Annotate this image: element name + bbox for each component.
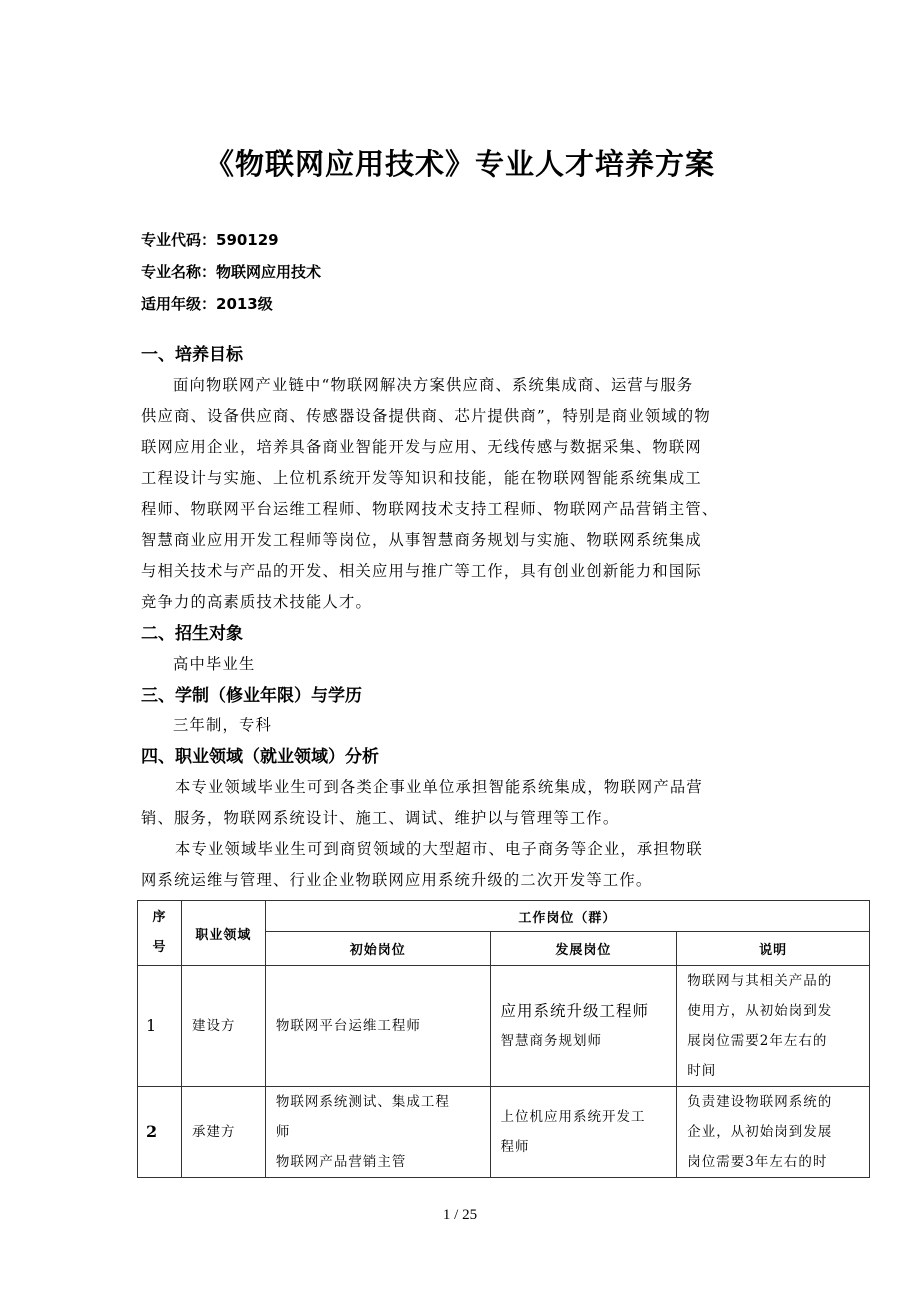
- paragraph-line: 销、服务，物联网系统设计、施工、调试、维护以与管理等工作。: [141, 809, 620, 827]
- development-main: 上位机应用系统开发工: [500, 1109, 646, 1125]
- initial-line: 物联网系统测试、集成工程: [275, 1094, 450, 1110]
- applicable-grade: 适用年级：2013级: [141, 295, 273, 313]
- paragraph-line: 程师、物联网平台运维工程师、物联网技术支持工程师、物联网产品营销主管、: [141, 500, 719, 518]
- document-title: 《物联网应用技术》专业人才培养方案: [204, 147, 715, 181]
- cell-initial: [265, 1087, 490, 1178]
- section-heading-career: 四、职业领域（就业领域）分析: [141, 747, 379, 767]
- header-initial-position: 初始岗位: [265, 932, 490, 966]
- paragraph-line: 高中毕业生: [173, 655, 256, 673]
- paragraph-line: 面向物联网产业链中“物联网解决方案供应商、系统集成商、运营与服务: [173, 376, 694, 394]
- note-line: 物联网与其相关产品的: [687, 973, 833, 989]
- header-development-position: 发展岗位: [490, 932, 677, 966]
- cell-seq: 2: [138, 1087, 182, 1178]
- cell-development: [490, 966, 677, 1087]
- development-sub: 程师: [500, 1139, 530, 1155]
- paragraph-line: 本专业领域毕业生可到商贸领域的大型超市、电子商务等企业，承担物联: [175, 840, 703, 858]
- header-note: 说明: [677, 932, 870, 966]
- note-line: 岗位需要3年左右的时: [687, 1154, 828, 1170]
- section-heading-enrollment: 二、招生对象: [141, 624, 243, 644]
- cell-note: [677, 966, 870, 1087]
- major-code: 专业代码：590129: [141, 231, 279, 249]
- table-row: [138, 1087, 870, 1178]
- paragraph-line: 与相关技术与产品的开发、相关应用与推广等工作，具有创业创新能力和国际: [141, 562, 702, 580]
- paragraph-line: 智慧商业应用开发工程师等岗位，从事智慧商务规划与实施、物联网系统集成: [141, 531, 702, 549]
- initial-line: 师: [275, 1124, 291, 1140]
- paragraph-line: 联网应用企业，培养具备商业智能开发与应用、无线传感与数据采集、物联网: [141, 438, 702, 456]
- initial-line: 物联网平台运维工程师: [275, 1018, 421, 1034]
- cell-initial: [265, 966, 490, 1087]
- paragraph-line: 工程设计与实施、上位机系统开发等知识和技能，能在物联网智能系统集成工: [141, 469, 702, 487]
- development-sub: 智慧商务规划师: [500, 1033, 603, 1049]
- paragraph-line: 网系统运维与管理、行业企业物联网应用系统升级的二次开发等工作。: [141, 871, 653, 889]
- note-line: 展岗位需要2年左右的: [687, 1033, 828, 1049]
- page-number: 1 / 25: [442, 1207, 478, 1223]
- note-line: 企业，从初始岗到发展: [687, 1124, 833, 1140]
- note-line: 时间: [687, 1063, 717, 1079]
- section-heading-objectives: 一、培养目标: [141, 345, 243, 365]
- paragraph-line: 竞争力的高素质技术技能人才。: [141, 593, 372, 611]
- paragraph-line: 供应商、设备供应商、传感器设备提供商、芯片提供商”，特别是商业领域的物: [141, 407, 711, 425]
- major-name: 专业名称：物联网应用技术: [141, 263, 322, 281]
- note-line: 负责建设物联网系统的: [687, 1094, 833, 1110]
- cell-note: [677, 1087, 870, 1178]
- development-main: 应用系统升级工程师: [500, 1002, 650, 1020]
- note-line: 使用方，从初始岗到发: [687, 1003, 833, 1019]
- header-job-group: 工作岗位（群）: [265, 901, 869, 932]
- paragraph-line: 三年制，专科: [173, 716, 272, 734]
- header-domain: 职业领域: [181, 901, 265, 966]
- header-seq: [138, 901, 182, 966]
- cell-development: [490, 1087, 677, 1178]
- section-heading-duration: 三、学制（修业年限）与学历: [141, 686, 362, 706]
- table-row: [138, 966, 870, 1087]
- career-table: [137, 900, 870, 1178]
- cell-domain: 承建方: [181, 1087, 265, 1178]
- cell-domain: 建设方: [181, 966, 265, 1087]
- header-seq-line2: 号: [152, 940, 167, 955]
- header-seq-line1: 序: [152, 910, 167, 925]
- paragraph-line: 本专业领域毕业生可到各类企事业单位承担智能系统集成，物联网产品营: [175, 778, 703, 796]
- initial-line: 物联网产品营销主管: [275, 1154, 407, 1170]
- cell-seq: 1: [138, 966, 182, 1087]
